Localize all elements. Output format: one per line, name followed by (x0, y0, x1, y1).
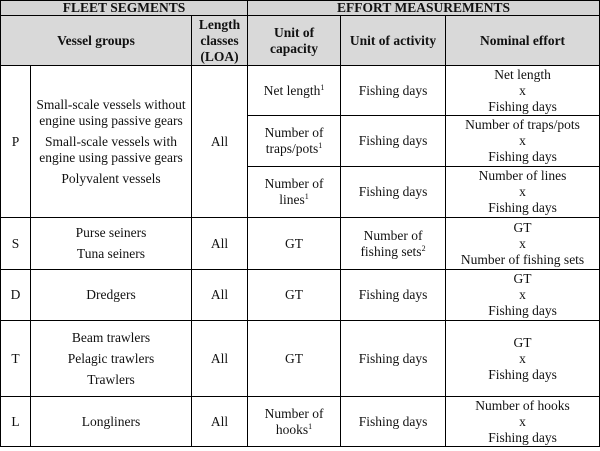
unit-of-capacity-cell (248, 116, 341, 167)
vessel-group: Dredgers (86, 287, 136, 302)
nominal-line: Number of fishing sets (460, 251, 585, 267)
vessel-group: Pelagic trawlers (67, 350, 155, 366)
capacity-line: GT (285, 350, 304, 366)
activity-line-wrap (343, 184, 443, 200)
length-classes-line: Length (198, 16, 241, 32)
unit-of-capacity-cell (248, 167, 341, 218)
capacity-line: Number of (264, 125, 324, 140)
unit-of-activity-cell (341, 397, 446, 447)
unit-of-capacity-cell (248, 397, 341, 447)
vessel-group: Tuna seiners (76, 246, 146, 261)
unit-of-capacity-line: capacity (270, 40, 319, 56)
capacity-line: traps/pots (265, 141, 319, 156)
activity-line: fishing sets (360, 243, 422, 259)
vessel-group: Purse seiners (75, 225, 147, 240)
nominal-line: Fishing days (488, 303, 557, 318)
capacity-line: GT (285, 287, 304, 302)
capacity-line: Net length (263, 82, 321, 98)
vessel-groups-cell (31, 66, 192, 218)
unit-of-activity-cell (341, 218, 446, 270)
activity-line-wrap (343, 244, 443, 260)
unit-of-capacity-header (248, 16, 341, 66)
activity-line-wrap (343, 287, 443, 303)
activity-line-wrap (343, 133, 443, 149)
activity-line-wrap (343, 83, 443, 99)
capacity-line-wrap (250, 422, 338, 438)
nominal-effort-cell (446, 397, 600, 447)
unit-of-capacity-cell (248, 66, 341, 116)
nominal-effort-cell (446, 116, 600, 167)
vessel-group: Longliners (81, 413, 141, 429)
unit-of-capacity-cell (248, 270, 341, 321)
fleet-segments-header: FLEET SEGMENTS (1, 1, 248, 16)
vessel-group: Trawlers (87, 371, 135, 387)
capacity-line: lines (279, 192, 305, 207)
nominal-line: Number of hooks (475, 397, 570, 413)
footnote-marker: 1 (304, 192, 309, 201)
nominal-line: GT (513, 271, 532, 286)
segment-code: L (1, 397, 31, 447)
nominal-line: Fishing days (488, 98, 557, 114)
effort-measurements-header: EFFORT MEASUREMENTS (248, 1, 600, 16)
table-body (1, 66, 600, 447)
length-class-cell: All (192, 321, 248, 397)
length-classes-header (192, 16, 248, 66)
unit-of-activity-cell (341, 167, 446, 218)
capacity-line-wrap (250, 176, 338, 192)
length-class-cell: All (192, 66, 248, 218)
footnote-marker: 1 (318, 141, 323, 150)
unit-of-activity-header: Unit of activity (341, 16, 446, 66)
capacity-line-wrap (250, 236, 338, 252)
nominal-line: x (519, 287, 526, 302)
nominal-line: Fishing days (488, 200, 557, 215)
nominal-line: GT (513, 334, 532, 350)
capacity-line: GT (285, 235, 304, 251)
nominal-line: x (519, 413, 526, 429)
length-class-cell: All (192, 397, 248, 447)
activity-line: Fishing days (358, 133, 428, 148)
nominal-line: x (519, 235, 526, 251)
length-classes-line: classes (200, 32, 239, 48)
activity-line: Fishing days (358, 184, 428, 199)
vessel-groups-header: Vessel groups (1, 16, 192, 66)
segment-code: T (1, 321, 31, 397)
activity-line-wrap (343, 351, 443, 367)
nominal-effort-cell (446, 167, 600, 218)
footnote-marker: 1 (320, 82, 325, 92)
nominal-effort-header: Nominal effort (446, 16, 600, 66)
vessel-group: Small-scale vessels with engine using passive gears (39, 133, 183, 165)
nominal-effort-cell (446, 321, 600, 397)
unit-of-activity-cell (341, 66, 446, 116)
segment-code: S (1, 218, 31, 270)
activity-line: Fishing days (358, 413, 428, 429)
table-row (1, 321, 600, 397)
vessel-group: Polyvalent vessels (61, 170, 161, 186)
nominal-line: x (519, 184, 526, 199)
vessel-group: Beam trawlers (71, 329, 151, 345)
nominal-line: Fishing days (488, 429, 557, 445)
vessel-groups-cell (31, 270, 192, 321)
length-class-cell: All (192, 218, 248, 270)
segment-code: P (1, 66, 31, 218)
table-row (1, 66, 600, 116)
vessel-group: Small-scale vessels without engine using passive gears (36, 96, 186, 128)
activity-line: Fishing days (358, 350, 428, 366)
activity-line: Fishing days (358, 82, 428, 98)
unit-of-capacity-line: Unit of (273, 24, 315, 40)
nominal-line: Fishing days (488, 149, 557, 164)
nominal-line: Number of traps/pots (465, 117, 580, 132)
unit-of-activity-cell (341, 270, 446, 321)
length-classes-line: (LOA) (200, 48, 239, 64)
capacity-line-wrap (250, 287, 338, 303)
activity-line-wrap (343, 414, 443, 430)
nominal-line: x (519, 350, 526, 366)
activity-line: Fishing days (358, 287, 428, 302)
nominal-line: Number of lines (478, 168, 567, 183)
vessel-groups-cell (31, 218, 192, 270)
nominal-effort-cell (446, 270, 600, 321)
nominal-line: x (519, 82, 526, 98)
nominal-line: x (519, 133, 526, 148)
unit-of-activity-cell (341, 116, 446, 167)
nominal-effort-cell (446, 66, 600, 116)
capacity-line-wrap (250, 192, 338, 208)
capacity-line: Number of (264, 176, 324, 191)
nominal-line: Fishing days (488, 366, 557, 382)
nominal-line: Net length (494, 66, 551, 82)
nominal-effort-cell (446, 218, 600, 270)
capacity-line-wrap (250, 351, 338, 367)
unit-of-activity-cell (341, 321, 446, 397)
capacity-line-wrap (250, 141, 338, 157)
capacity-line-wrap (250, 83, 338, 99)
table-row (1, 397, 600, 447)
capacity-line: Number of (264, 405, 324, 421)
unit-of-capacity-cell (248, 218, 341, 270)
capacity-line-wrap (250, 406, 338, 422)
activity-line: Number of (363, 227, 423, 243)
table-row (1, 218, 600, 270)
vessel-groups-cell (31, 321, 192, 397)
nominal-line: GT (513, 219, 532, 235)
vessel-groups-cell (31, 397, 192, 447)
length-class-cell: All (192, 270, 248, 321)
table-row (1, 270, 600, 321)
capacity-line-wrap (250, 125, 338, 141)
unit-of-capacity-cell (248, 321, 341, 397)
activity-line-wrap (343, 228, 443, 244)
segment-code: D (1, 270, 31, 321)
footnote-marker: 1 (308, 421, 313, 431)
footnote-marker: 2 (421, 243, 426, 253)
capacity-line: hooks (275, 421, 309, 437)
